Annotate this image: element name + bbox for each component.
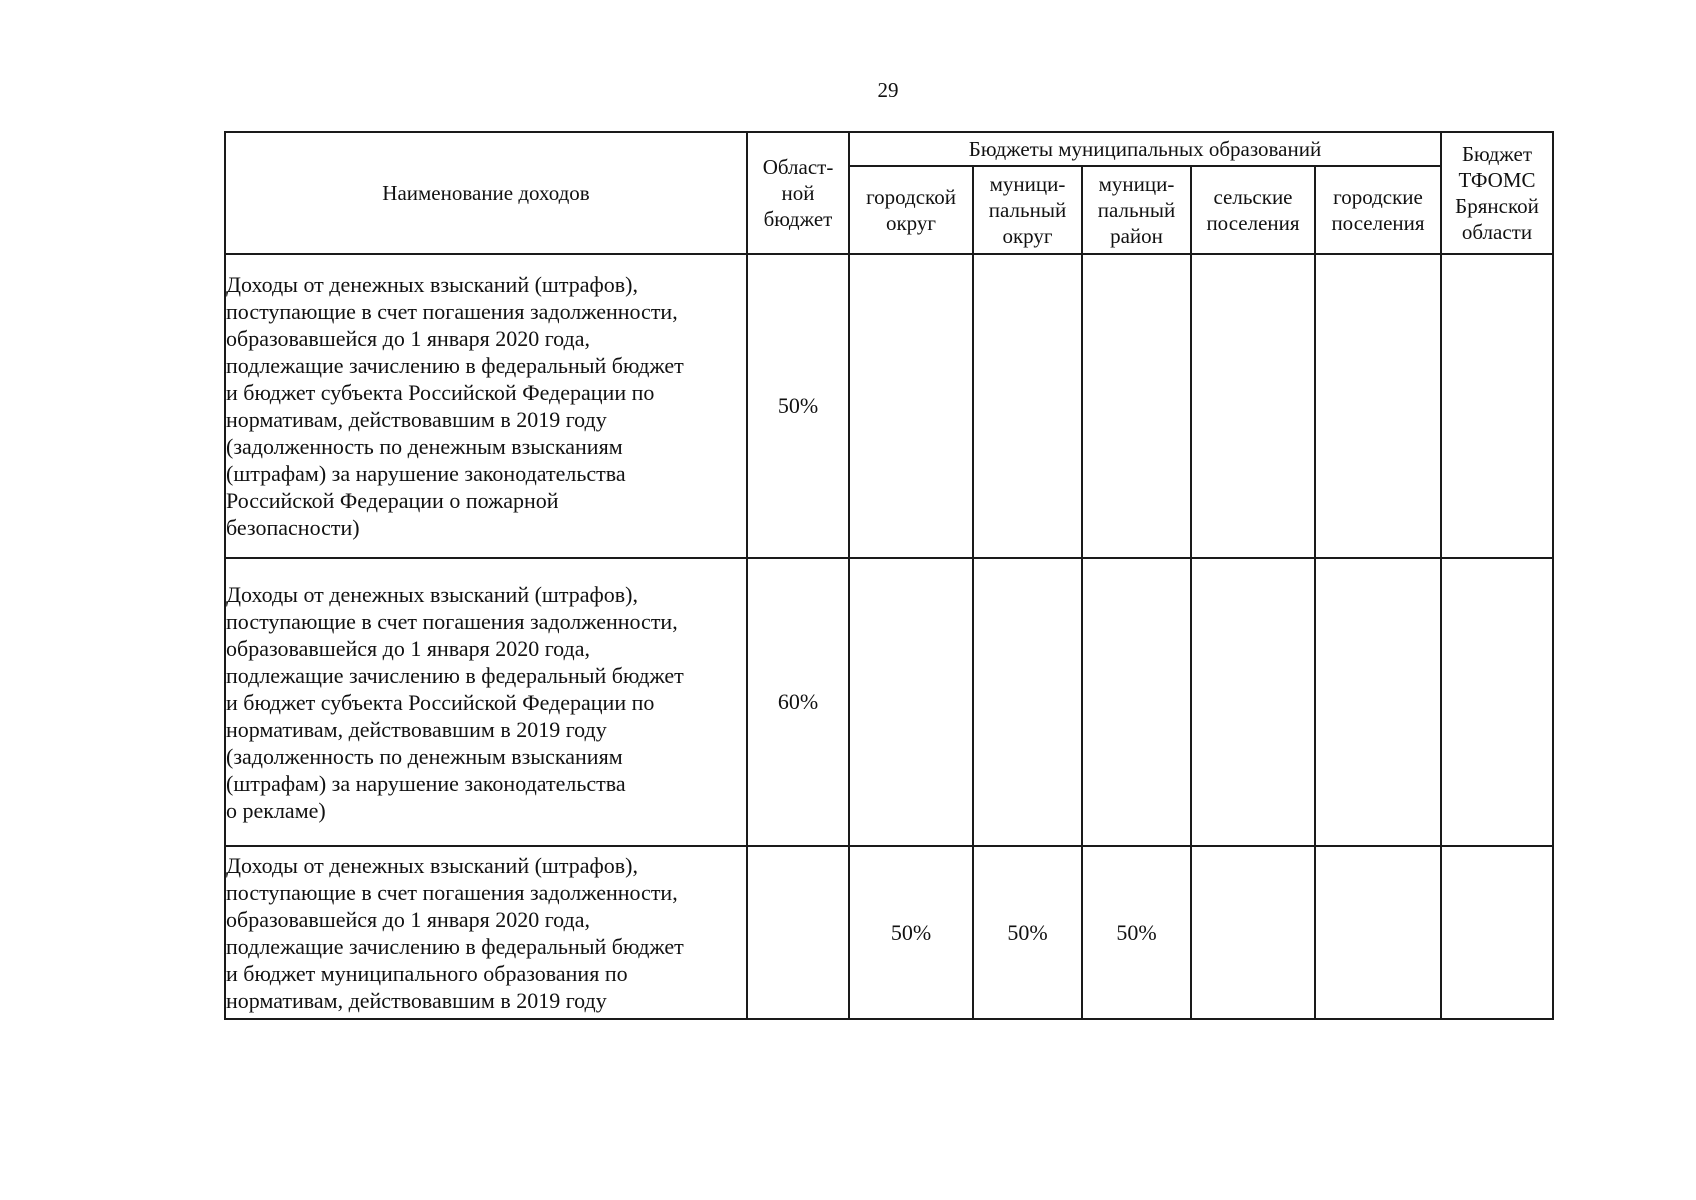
header-row-top (225, 132, 1553, 166)
header-urban-settlements-label: городские поселения (1331, 185, 1425, 235)
urban-settlements-cell (1315, 254, 1441, 558)
header-rural-settlements-label: сельские поселения (1206, 185, 1300, 235)
header-municipal-budgets: Бюджеты муниципальных образований (849, 132, 1441, 166)
urban-settlements-cell (1315, 558, 1441, 846)
income-name-text: Доходы от денежных взысканий (штрафов), поступающие в счет погашения задолженности, образовавшейся до 1 января 2020 года, подлежащие зачислению в федеральный бюджет и бюджет субъекта Российской Федерации по нормативам, действовавшим в 2019 году (задолженность по денежным взысканиям (штрафам) за нарушение законодательства Российской Федерации о пожарной безопасности) (226, 272, 684, 540)
municipal-rayon-cell (1082, 558, 1191, 846)
header-municipal-okrug (973, 166, 1082, 254)
header-rural-settlements (1191, 166, 1315, 254)
city-district-cell: 50% (849, 846, 973, 1019)
income-name-cell (225, 558, 747, 846)
municipal-okrug-cell (973, 254, 1082, 558)
municipal-rayon-cell: 50% (1082, 846, 1191, 1019)
table-row (225, 846, 1553, 1019)
municipal-rayon-cell (1082, 254, 1191, 558)
urban-settlements-cell (1315, 846, 1441, 1019)
header-urban-settlements (1315, 166, 1441, 254)
header-tfoms-budget-label: Бюджет ТФОМС Брянской области (1455, 142, 1539, 244)
header-income-name: Наименование доходов (225, 132, 747, 254)
income-name-cell (225, 846, 747, 1019)
header-regional-budget-label: Област- ной бюджет (762, 155, 834, 231)
header-city-district (849, 166, 973, 254)
table-header (225, 132, 1553, 254)
city-district-cell (849, 254, 973, 558)
income-distribution-table (224, 131, 1554, 1020)
city-district-cell (849, 558, 973, 846)
income-name-text: Доходы от денежных взысканий (штрафов), поступающие в счет погашения задолженности, образовавшейся до 1 января 2020 года, подлежащие зачислению в федеральный бюджет и бюджет муниципального образования по нормативам, действовавшим в 2019 году (226, 852, 684, 1013)
municipal-okrug-cell: 50% (973, 846, 1082, 1019)
municipal-okrug-cell (973, 558, 1082, 846)
header-municipal-okrug-label: муници- пальный округ (988, 172, 1067, 248)
table-body (225, 254, 1553, 1019)
tfoms-budget-cell (1441, 558, 1553, 846)
table-row (225, 558, 1553, 846)
header-regional-budget (747, 132, 849, 254)
regional-budget-cell: 60% (747, 558, 849, 846)
regional-budget-cell (747, 846, 849, 1019)
income-name-text: Доходы от денежных взысканий (штрафов), поступающие в счет погашения задолженности, образовавшейся до 1 января 2020 года, подлежащие зачислению в федеральный бюджет и бюджет субъекта Российской Федерации по нормативам, действовавшим в 2019 году (задолженность по денежным взысканиям (штрафам) за нарушение законодательства о рекламе) (226, 581, 684, 823)
tfoms-budget-cell (1441, 254, 1553, 558)
page-number: 29 (877, 78, 899, 102)
regional-budget-cell: 50% (747, 254, 849, 558)
rural-settlements-cell (1191, 254, 1315, 558)
header-tfoms-budget (1441, 132, 1553, 254)
tfoms-budget-cell (1441, 846, 1553, 1019)
header-municipal-rayon (1082, 166, 1191, 254)
header-city-district-label: городской округ (866, 185, 956, 235)
table-row (225, 254, 1553, 558)
rural-settlements-cell (1191, 558, 1315, 846)
header-municipal-rayon-label: муници- пальный район (1097, 172, 1176, 248)
income-name-cell (225, 254, 747, 558)
rural-settlements-cell (1191, 846, 1315, 1019)
